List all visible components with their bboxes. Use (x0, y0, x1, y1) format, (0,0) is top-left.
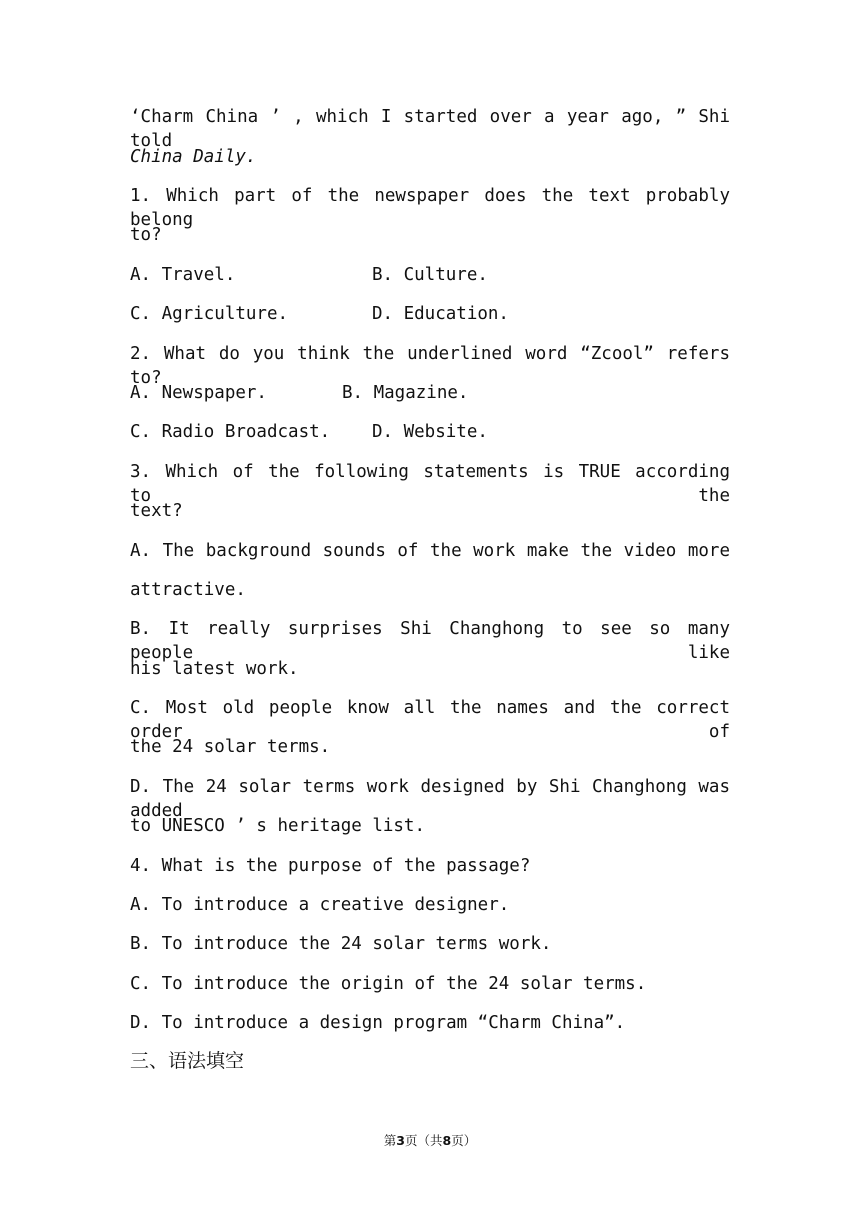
question-2-option-c: C. Radio Broadcast. (130, 422, 331, 442)
question-3-option-b-line-1: B. It really surprises Shi Changhong to see so many people like (130, 619, 730, 663)
footer-prefix: 第 (383, 1133, 397, 1148)
question-2-option-a: A. Newspaper. (130, 383, 267, 403)
footer-total-pages: 8 (442, 1133, 452, 1148)
question-3-option-d-line-1: D. The 24 solar terms work designed by Shi Changhong was added (130, 777, 730, 821)
passage-source: China Daily. (130, 147, 257, 167)
footer-suffix: 页） (451, 1133, 477, 1148)
question-3-option-c-line-1: C. Most old people know all the names and the correct order of (130, 698, 730, 742)
page-footer (0, 1131, 860, 1149)
passage-quote-line: ‘Charm China ’ , which I started over a year ago, ” Shi told (130, 107, 730, 151)
question-1-stem-line-2: to? (130, 225, 162, 245)
question-3-stem-line-2: text? (130, 501, 183, 521)
question-1-stem-line-1: 1. Which part of the newspaper does the text probably belong (130, 186, 730, 230)
question-1-option-b: B. Culture. (372, 265, 488, 285)
question-2-stem: 2. What do you think the underlined word “Zcool” refers to? (130, 344, 730, 388)
question-1-option-a: A. Travel. (130, 265, 236, 285)
question-3-option-d-line-2: to UNESCO ’ s heritage list. (130, 816, 426, 836)
footer-mid: 页（共 (404, 1133, 443, 1148)
question-3-option-a-line-2: attractive. (130, 580, 246, 600)
question-1-option-d: D. Education. (372, 304, 509, 324)
section-heading: 三、语法填空 (130, 1050, 245, 1072)
question-2-option-d: D. Website. (372, 422, 488, 442)
question-3-stem-line-1: 3. Which of the following statements is TRUE according to the (130, 462, 730, 506)
question-1-option-c: C. Agriculture. (130, 304, 289, 324)
footer-page-number: 3 (396, 1133, 405, 1148)
question-2-option-b: B. Magazine. (342, 383, 469, 403)
question-3-option-b-line-2: his latest work. (130, 659, 299, 679)
question-4-option-d: D. To introduce a design program “Charm China”. (130, 1013, 626, 1033)
question-4-option-b: B. To introduce the 24 solar terms work. (130, 934, 552, 954)
question-4-stem: 4. What is the purpose of the passage? (130, 856, 531, 876)
question-4-option-c: C. To introduce the origin of the 24 solar terms. (130, 974, 647, 994)
question-3-option-c-line-2: the 24 solar terms. (130, 737, 331, 757)
question-3-option-a-line-1: A. The background sounds of the work make the video more (130, 541, 730, 561)
question-4-option-a: A. To introduce a creative designer. (130, 895, 510, 915)
